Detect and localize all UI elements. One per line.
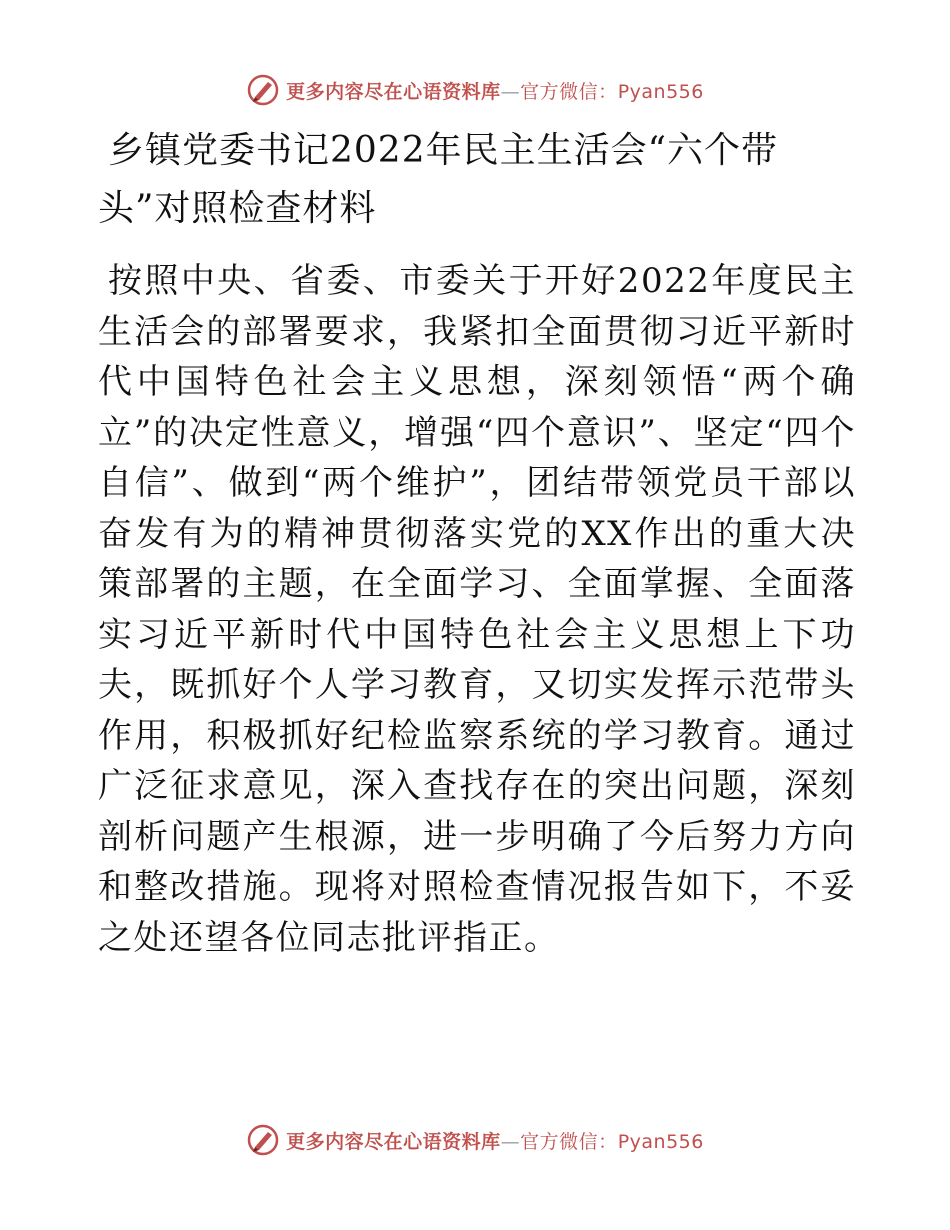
document-body-paragraph: 按照中央、省委、市委关于开好2022年度民主生活会的部署要求，我紧扣全面贯彻习近平新时代中国特色社会主义思想，深刻领悟“两个确立”的决定性意义，增强“四个意识”、坚定“四个自信”、做到“两个维护”，团结带领党员干部以奋发有为的精神贯彻落实党的XX作出的重大决策部署的主题，在全面学习、全面掌握、全面落实习近平新时代中国特色社会主义思想上下功夫，既抓好个人学习教育，又切实发挥示范带头作用，积极抓好纪检监察系统的学习教育。通过广泛征求意见，深入查找存在的突出问题，深刻剖析问题产生根源，进一步明确了今后努力方向和整改措施。现将对照检查情况报告如下，不妥之处还望各位同志批评指正。 — [98, 261, 856, 958]
footer-banner-main: 更多内容尽在心语资料库 — [286, 1130, 501, 1153]
footer-banner-label: 官方微信： — [520, 1130, 618, 1153]
document-title: 乡镇党委书记2022年民主生活会“六个带头”对照检查材料 — [98, 130, 779, 229]
footer-banner-text — [286, 1127, 704, 1154]
header-banner-wechat-id: Pyan556 — [617, 80, 704, 103]
header-watermark-banner — [0, 70, 950, 110]
pen-logo-icon — [246, 1123, 280, 1157]
header-banner-label: 官方微信： — [520, 80, 618, 103]
header-banner-main: 更多内容尽在心语资料库 — [286, 80, 501, 103]
footer-banner-separator: — — [500, 1130, 521, 1153]
footer-watermark-banner — [0, 1120, 950, 1160]
pen-logo-icon — [246, 73, 280, 107]
footer-banner-wechat-id: Pyan556 — [617, 1130, 704, 1153]
header-banner-text — [286, 77, 704, 104]
header-banner-separator: — — [500, 80, 521, 103]
